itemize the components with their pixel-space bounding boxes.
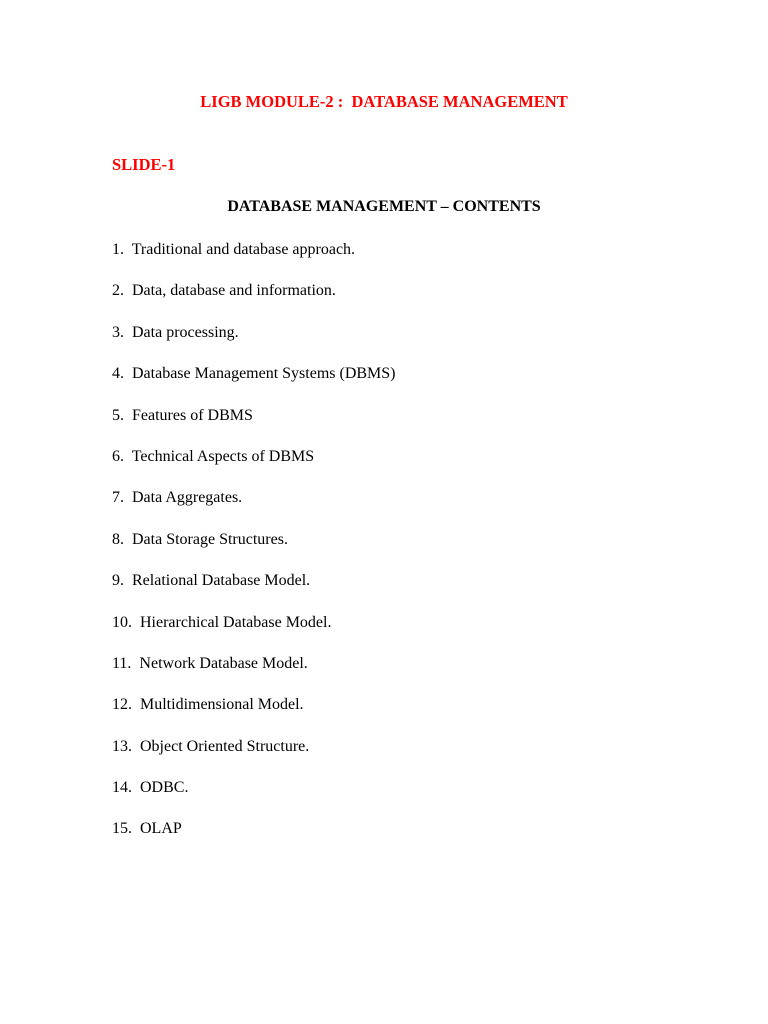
contents-item: 13. Object Oriented Structure.: [112, 737, 310, 755]
contents-item: 4. Database Management Systems (DBMS): [112, 365, 396, 383]
contents-item: 6. Technical Aspects of DBMS: [112, 447, 315, 465]
contents-item: 10. Hierarchical Database Model.: [112, 613, 332, 631]
slide-label: SLIDE-1: [112, 155, 176, 174]
contents-item: 5. Features of DBMS: [112, 406, 253, 424]
module-title: LIGB MODULE-2 : DATABASE MANAGEMENT: [200, 92, 568, 111]
contents-item: 12. Multidimensional Model.: [112, 696, 304, 714]
contents-item: 15. OLAP: [112, 820, 182, 838]
contents-item: 7. Data Aggregates.: [112, 489, 243, 507]
contents-heading: DATABASE MANAGEMENT – CONTENTS: [227, 198, 541, 215]
contents-item: 14. ODBC.: [112, 779, 189, 797]
contents-item: 11. Network Database Model.: [112, 654, 308, 672]
contents-item: 3. Data processing.: [112, 323, 239, 341]
contents-list: [112, 240, 396, 861]
contents-item: 2. Data, database and information.: [112, 282, 336, 300]
contents-item: 1. Traditional and database approach.: [112, 241, 356, 258]
contents-item: 9. Relational Database Model.: [112, 572, 311, 590]
contents-item: 8. Data Storage Structures.: [112, 530, 288, 548]
